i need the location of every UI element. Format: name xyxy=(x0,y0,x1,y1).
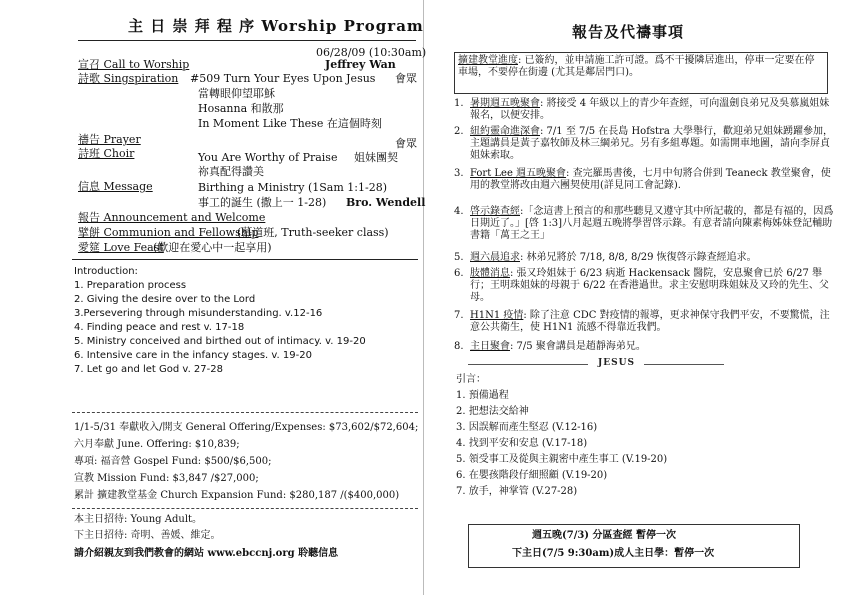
chinese-intro-item: 6. 在嬰孩階段仔細照顧 (V.19-20) xyxy=(456,470,608,481)
announcements-title: 報告及代禱事項 xyxy=(572,23,685,41)
item-number: 6. xyxy=(454,268,464,279)
program-item: 詩歌 Singspiration xyxy=(78,72,179,85)
intro-item: 3.Persevering through misunderstanding. v.12-16 xyxy=(74,308,323,319)
item-number: 1. xyxy=(454,98,464,109)
finance-line: 1/1-5/31 奉獻收入/開支 General Offering/Expenses: $73,602/$72,604; xyxy=(74,422,419,433)
item-text: : 7/1 至 7/5 在長島 Hofstra 大學舉行，歡迎弟兄姐妹踴躍參加，主題講員是黃子嘉牧師及林三綱弟兄。另有多組專題。如需開車地圖，請向李屏貞姐妹索取。 xyxy=(470,126,833,161)
notice-text: : 已簽約，並申請施工許可證。爲不干擾隣居進出，停車一定要在停車場，不要停在街邊 (尤其是鄰居門口)。 xyxy=(458,55,815,78)
program-detail: (歡迎在愛心中一起享用) xyxy=(153,241,272,254)
announcement-item xyxy=(470,98,834,122)
chinese-intro-item: 3. 因誤解而產生堅忍 (V.12-16) xyxy=(456,422,598,433)
intro-item: 4. Finding peace and rest v. 17-18 xyxy=(74,322,245,333)
item-head: H1N1 疫情 xyxy=(470,310,524,321)
item-text: :「念這書上預言的和那些聽見又遵守其中所記載的，都是有福的，因爲日期近了。」[啓 1:3]八月起週五晚將學習啓示錄。有意者請向陳素梅姊妹登記輔助書籍「萬王之王」 xyxy=(470,206,834,241)
program-detail: 祢真配得讚美 xyxy=(198,165,264,178)
finance-line: 宣教 Mission Fund: $3,847 /$27,000; xyxy=(74,473,259,484)
item-head: 啓示錄查經 xyxy=(470,206,520,217)
item-head: 紐約靈命進深會 xyxy=(470,126,540,137)
item-number: 5. xyxy=(454,252,464,263)
program-person: 會眾 xyxy=(395,72,417,85)
item-head: 肢體消息 xyxy=(470,268,510,279)
right-page xyxy=(428,0,842,595)
item-text: : 查完羅馬書後，七月中旬將合併到 Teaneck 教堂聚會，使用的教堂將改由週六團契使用(詳見同工會記錄). xyxy=(470,168,831,191)
chinese-intro-item: 5. 領受事工及從與主親密中產生事工 (V.19-20) xyxy=(456,454,668,465)
item-head: 主日聚會 xyxy=(470,341,510,352)
program-person: Bro. Wendell xyxy=(346,196,426,209)
intro-item: 5. Ministry conceived and birthed out of intimacy. v. 19-20 xyxy=(74,336,366,347)
item-head: Fort Lee 週五晚聚會 xyxy=(470,168,567,179)
chinese-intro-item: 2. 把想法交給神 xyxy=(456,406,529,417)
item-number: 3. xyxy=(454,168,464,179)
announcement-item xyxy=(470,268,834,304)
item-text: : 林弟兄將於 7/18, 8/8, 8/29 恢復啓示錄查經追求。 xyxy=(520,252,757,263)
website-footer: 請介紹親友到我們教會的網站 www.ebccnj.org 聆聽信息 xyxy=(74,548,339,559)
program-person: 姐妹團契 xyxy=(354,151,398,164)
finance-line: 累計 擴建教堂基金 Church Expansion Fund: $280,187 /($400,000) xyxy=(74,490,400,501)
program-detail: Hosanna 和散那 xyxy=(198,102,284,115)
finance-line: 六月奉獻 June. Offering: $10,839; xyxy=(74,439,240,450)
chinese-intro-item: 1. 預備過程 xyxy=(456,390,509,401)
program-item: 報告 Announcement and Welcome xyxy=(78,211,266,224)
intro-item: 1. Preparation process xyxy=(74,280,187,291)
worship-program-title: 主 日 崇 拜 程 序 Worship Program xyxy=(128,17,424,35)
page-fold xyxy=(423,0,424,595)
item-head: 週六晨追求 xyxy=(470,252,520,263)
chinese-intro-item: 4. 找到平安和安息 (V.17-18) xyxy=(456,438,588,449)
item-text: : 張又玲姐妹于 6/23 病逝 Hackensack 醫院，安息聚會已於 6/27 舉行；王明珠姐妹的母親于 6/22 在香港過世。求主安慰明珠姐妹及又玲的先生、父母。 xyxy=(470,268,829,303)
intro-heading: Introduction: xyxy=(74,266,138,277)
program-detail: You Are Worthy of Praise xyxy=(198,151,338,164)
program-item: 詩班 Choir xyxy=(78,147,135,160)
schedule-notice-line: 下主日(7/5 9:30am)成人主日學：暫停一次 xyxy=(512,548,715,559)
item-number: 7. xyxy=(454,310,464,321)
schedule-notice-line: 週五晚(7/3) 分區查經 暫停一次 xyxy=(532,530,676,541)
item-number: 8. xyxy=(454,341,464,352)
item-text: : 除了注意 CDC 對疫情的報導，更求神保守我們平安，不要驚慌，注意公共衛生，使 H1N1 流感不得靠近我們。 xyxy=(470,310,830,333)
program-person: Jeffrey Wan xyxy=(325,58,396,71)
program-item: 信息 Message xyxy=(78,180,153,193)
construction-notice-text xyxy=(458,55,824,79)
item-text: : 7/5 聚會講員是趙靜海弟兄。 xyxy=(510,341,646,352)
item-text: : 將接受 4 年級以上的青少年查經，可向溫劍良弟兄及吳慕嵐姐妹報名，以便安排。 xyxy=(470,98,830,121)
program-detail: 當轉眼仰望耶穌 xyxy=(198,87,275,100)
host-line: 下主日招待: 奇明、善媛、維定。 xyxy=(74,530,221,541)
program-person: 會眾 xyxy=(395,137,417,150)
host-line: 本主日招待: Young Adult。 xyxy=(74,514,203,525)
announcement-item xyxy=(470,168,834,192)
finance-line: 專項: 福音營 Gospel Fund: $500/$6,500; xyxy=(74,456,272,467)
announcement-item xyxy=(470,252,834,264)
notice-label: 擴建教堂進度 xyxy=(458,55,518,66)
jesus-ornament: JESUS xyxy=(598,358,635,368)
item-head: 暑期週五晚聚會 xyxy=(470,98,540,109)
chinese-intro-item: 7. 放手，神掌管 (V.27-28) xyxy=(456,486,578,497)
intro-item: 2. Giving the desire over to the Lord xyxy=(74,294,256,305)
intro-item: 7. Let go and let God v. 27-28 xyxy=(74,364,223,375)
program-detail: #509 Turn Your Eyes Upon Jesus xyxy=(190,72,376,85)
service-date-time: 06/28/09 (10:30am) xyxy=(316,46,427,59)
program-item: 禱告 Prayer xyxy=(78,133,141,146)
program-detail: (慕道班, Truth-seeker class) xyxy=(237,226,389,239)
program-item: 愛筵 Love Feast xyxy=(78,241,164,254)
announcement-item xyxy=(470,206,834,242)
program-detail: Birthing a Ministry (1Sam 1:1-28) xyxy=(198,181,387,194)
announcement-item xyxy=(470,310,834,334)
chinese-intro-heading: 引言： xyxy=(456,374,486,385)
announcement-item xyxy=(470,126,834,162)
program-item: 宣召 Call to Worship xyxy=(78,58,190,71)
item-number: 4. xyxy=(454,206,464,217)
intro-item: 6. Intensive care in the infancy stages. v. 19-20 xyxy=(74,350,312,361)
program-item: 擘餅 Communion and Fellowship xyxy=(78,226,259,239)
announcement-item xyxy=(470,341,834,353)
item-number: 2. xyxy=(454,126,464,137)
program-detail: 事工的誕生 (撒上一 1-28) xyxy=(198,196,327,209)
program-detail: In Moment Like These 在這個時刻 xyxy=(198,117,382,130)
